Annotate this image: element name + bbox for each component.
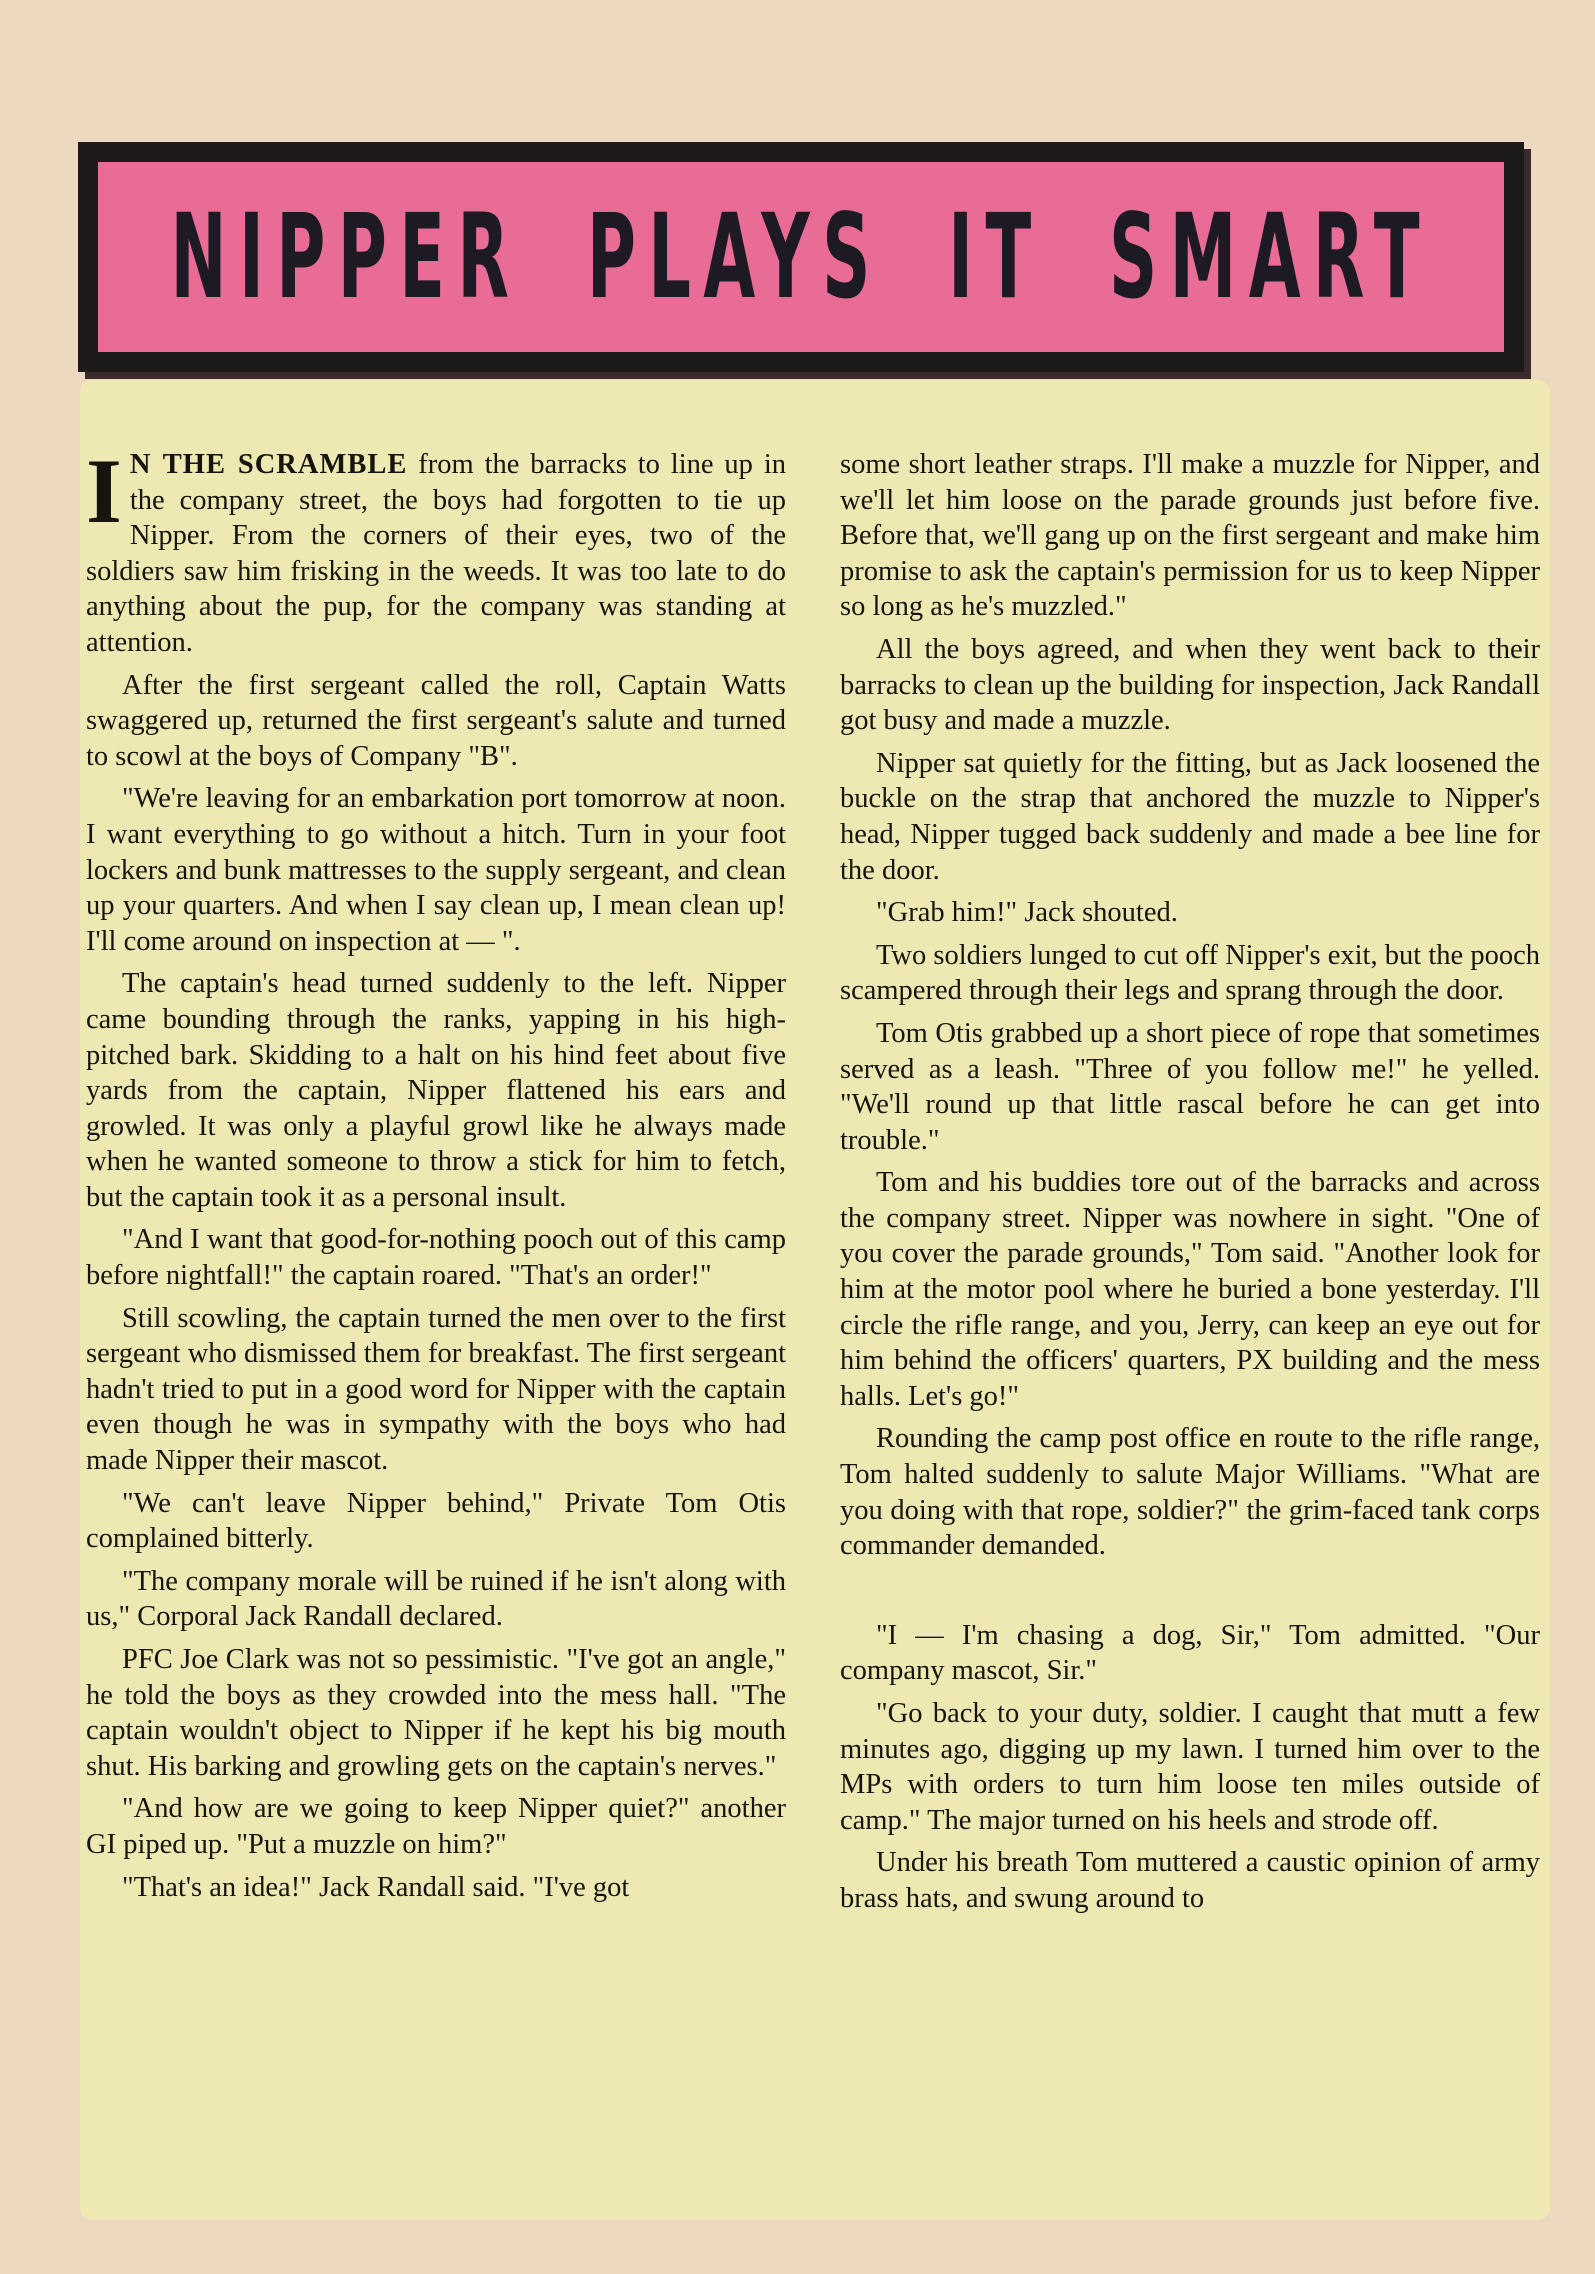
opening-paragraph (86, 440, 786, 661)
paragraph: "And I want that good-for-nothing pooch out of this camp before nightfall!" the captain roared. "That's an order!" (86, 1224, 786, 1292)
paragraph: All the boys agreed, and when they went back to their barracks to clean up the building for inspection, Jack Randall got busy and made a muzzle. (840, 633, 1540, 737)
paragraph: Tom Otis grabbed up a short piece of rope that sometimes served as a leash. "Three of you follow me!" he yelled. "We'll round up that little rascal before he can get into trouble." (840, 1017, 1540, 1156)
paragraph: "Go back to your duty, soldier. I caught that mutt a few minutes ago, digging up my lawn. I turned him over to the MPs with orders to turn him loose ten miles outside of camp." The major turned on his heels and strode off. (840, 1698, 1540, 1836)
paragraph: The captain's head turned suddenly to the left. Nipper came bounding through the ranks, yapping in his high-pitched bark. Skidding to a halt on his hind feet about five yards from the captain, Nipper flattened his ears and growled. It was only a playful growl like he always made when he wanted someone to throw a stick for him to fetch, but the captain took it as a personal insult. (86, 968, 786, 1213)
paragraph: "Grab him!" Jack shouted. (876, 897, 1178, 929)
paragraph: Rounding the camp post office en route to the rifle range, Tom halted suddenly to salute Major Williams. "What are you doing with that rope, soldier?" the grim-faced tank corps commander demanded. (840, 1423, 1540, 1562)
left-column (86, 440, 786, 1912)
drop-cap: I (86, 440, 122, 542)
paragraph: "I — I'm chasing a dog, Sir," Tom admitted. "Our company mascot, Sir." (840, 1619, 1540, 1687)
paragraph: Under his breath Tom muttered a caustic opinion of army brass hats, and swung around to (840, 1847, 1540, 1914)
paragraph: Two soldiers lunged to cut off Nipper's exit, but the pooch scampered through their legs and sprang through the door. (840, 939, 1540, 1007)
paragraph: After the first sergeant called the roll, Captain Watts swaggered up, returned the first sergeant's salute and turned to scowl at the boys of Company "B". (86, 669, 786, 772)
paragraph: PFC Joe Clark was not so pessimistic. "I've got an angle," he told the boys as they crowded into the mess hall. "The captain wouldn't object to Nipper if he kept his big mouth shut. His barking and growling gets on the captain's nerves." (86, 1644, 786, 1782)
paragraph: Still scowling, the captain turned the men over to the first sergeant who dismissed them for breakfast. The first sergeant hadn't tried to put in a good word for Nipper with the captain even though he was in sympathy with the boys who had made Nipper their mascot. (86, 1302, 786, 1477)
paragraph: "We can't leave Nipper behind," Private Tom Otis complained bitterly. (86, 1487, 786, 1555)
paragraph: Tom and his buddies tore out of the barracks and across the company street. Nipper was nowhere in sight. "One of you cover the parade grounds," Tom said. "Another look for him at the motor pool where he buried a bone yesterday. I'll circle the rifle range, and you, Jerry, can keep an eye out for him behind the officers' quarters, PX building and the mess halls. Let's go!" (840, 1167, 1540, 1412)
opening-text: from the barracks to line up in the company street, the boys had forgotten to tie up Nipper. From the corners of their eyes, two of the soldiers saw him frisking in the weeds. It was too late to do anything about the pup, for the company was standing at attention. (86, 449, 786, 658)
paragraph: "That's an idea!" Jack Randall said. "I've got (122, 1871, 630, 1903)
title-panel (95, 159, 1507, 355)
paragraph: some short leather straps. I'll make a muzzle for Nipper, and we'll let him loose on the parade grounds just before five. Before that, we'll gang up on the first sergeant and make him promise to ask the captain's permission for us to keep Nipper so long as he's muzzled." (840, 449, 1540, 623)
lead-in: N THE SCRAMBLE (129, 449, 408, 480)
right-column (840, 447, 1540, 1924)
title-banner (78, 142, 1524, 372)
paragraph: "The company morale will be ruined if he isn't along with us," Corporal Jack Randall declared. (86, 1565, 786, 1633)
paragraph: "And how are we going to keep Nipper quiet?" another GI piped up. "Put a muzzle on him?" (86, 1793, 786, 1860)
paragraph: Nipper sat quietly for the fitting, but as Jack loosened the buckle on the strap that anchored the muzzle to Nipper's head, Nipper tugged back suddenly and made a bee line for the door. (840, 747, 1540, 886)
story-title: NIPPER PLAYS IT SMART (170, 189, 1432, 325)
paragraph: "We're leaving for an embarkation port tomorrow at noon. I want everything to go without a hitch. Turn in your foot lockers and bunk mattresses to the supply sergeant, and clean up your quarters. And when I say clean up, I mean clean up! I'll come around on inspection at — ". (86, 783, 786, 957)
